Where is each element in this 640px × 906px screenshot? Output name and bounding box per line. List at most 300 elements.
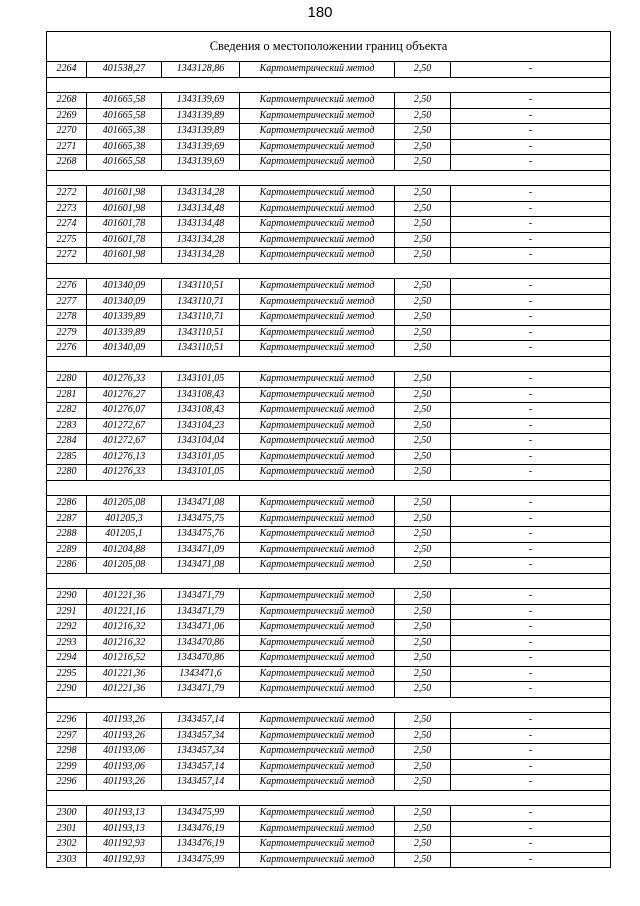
point-number-cell: 2290 [47, 682, 87, 698]
description-cell: - [451, 759, 611, 775]
description-cell: - [451, 325, 611, 341]
point-number-cell: 2302 [47, 837, 87, 853]
point-number-cell: 2285 [47, 449, 87, 465]
accuracy-cell: 2,50 [395, 542, 451, 558]
y-coordinate-cell: 1343134,48 [162, 217, 240, 233]
point-number-cell: 2268 [47, 93, 87, 109]
y-coordinate-cell: 1343457,34 [162, 728, 240, 744]
description-cell: - [451, 852, 611, 868]
method-cell: Картометрический метод [240, 713, 395, 729]
accuracy-cell: 2,50 [395, 682, 451, 698]
point-number-cell: 2289 [47, 542, 87, 558]
accuracy-cell: 2,50 [395, 496, 451, 512]
x-coordinate-cell: 401276,27 [87, 387, 162, 403]
point-number-cell: 2296 [47, 775, 87, 791]
table-row [47, 604, 611, 620]
y-coordinate-cell: 1343110,71 [162, 310, 240, 326]
y-coordinate-cell: 1343134,48 [162, 201, 240, 217]
description-cell: - [451, 310, 611, 326]
table-row [47, 759, 611, 775]
table-row [47, 465, 611, 481]
x-coordinate-cell: 401665,38 [87, 139, 162, 155]
y-coordinate-cell: 1343475,99 [162, 852, 240, 868]
x-coordinate-cell: 401276,07 [87, 403, 162, 419]
y-coordinate-cell: 1343104,23 [162, 418, 240, 434]
point-number-cell: 2286 [47, 496, 87, 512]
x-coordinate-cell: 401205,1 [87, 527, 162, 543]
table-row [47, 217, 611, 233]
table-row [47, 325, 611, 341]
table-row [47, 496, 611, 512]
point-number-cell: 2276 [47, 279, 87, 295]
y-coordinate-cell: 1343110,71 [162, 294, 240, 310]
description-cell: - [451, 511, 611, 527]
x-coordinate-cell: 401221,36 [87, 682, 162, 698]
y-coordinate-cell: 1343139,69 [162, 155, 240, 171]
point-number-cell: 2282 [47, 403, 87, 419]
accuracy-cell: 2,50 [395, 155, 451, 171]
x-coordinate-cell: 401216,32 [87, 635, 162, 651]
accuracy-cell: 2,50 [395, 248, 451, 264]
method-cell: Картометрический метод [240, 108, 395, 124]
table-row [47, 651, 611, 667]
description-cell: - [451, 558, 611, 574]
y-coordinate-cell: 1343471,08 [162, 496, 240, 512]
x-coordinate-cell: 401665,38 [87, 124, 162, 140]
description-cell: - [451, 139, 611, 155]
table-row [47, 294, 611, 310]
method-cell: Картометрический метод [240, 651, 395, 667]
accuracy-cell: 2,50 [395, 821, 451, 837]
x-coordinate-cell: 401221,36 [87, 589, 162, 605]
point-number-cell: 2291 [47, 604, 87, 620]
x-coordinate-cell: 401221,36 [87, 666, 162, 682]
point-number-cell: 2268 [47, 155, 87, 171]
x-coordinate-cell: 401601,98 [87, 201, 162, 217]
x-coordinate-cell: 401601,78 [87, 217, 162, 233]
y-coordinate-cell: 1343101,05 [162, 372, 240, 388]
group-separator-cell [47, 573, 611, 589]
method-cell: Картометрический метод [240, 837, 395, 853]
group-separator-cell [47, 480, 611, 496]
x-coordinate-cell: 401272,67 [87, 434, 162, 450]
point-number-cell: 2270 [47, 124, 87, 140]
x-coordinate-cell: 401193,06 [87, 759, 162, 775]
method-cell: Картометрический метод [240, 279, 395, 295]
accuracy-cell: 2,50 [395, 558, 451, 574]
description-cell: - [451, 403, 611, 419]
method-cell: Картометрический метод [240, 232, 395, 248]
point-number-cell: 2286 [47, 558, 87, 574]
point-number-cell: 2297 [47, 728, 87, 744]
group-separator-cell [47, 170, 611, 186]
x-coordinate-cell: 401192,93 [87, 852, 162, 868]
accuracy-cell: 2,50 [395, 635, 451, 651]
x-coordinate-cell: 401216,32 [87, 620, 162, 636]
method-cell: Картометрический метод [240, 139, 395, 155]
method-cell: Картометрический метод [240, 775, 395, 791]
y-coordinate-cell: 1343104,04 [162, 434, 240, 450]
accuracy-cell: 2,50 [395, 511, 451, 527]
x-coordinate-cell: 401193,26 [87, 775, 162, 791]
point-number-cell: 2294 [47, 651, 87, 667]
accuracy-cell: 2,50 [395, 666, 451, 682]
description-cell: - [451, 620, 611, 636]
description-cell: - [451, 666, 611, 682]
accuracy-cell: 2,50 [395, 217, 451, 233]
group-separator-row [47, 480, 611, 496]
point-number-cell: 2284 [47, 434, 87, 450]
point-number-cell: 2299 [47, 759, 87, 775]
table-row [47, 387, 611, 403]
description-cell: - [451, 232, 611, 248]
description-cell: - [451, 418, 611, 434]
method-cell: Картометрический метод [240, 372, 395, 388]
table-row [47, 527, 611, 543]
y-coordinate-cell: 1343108,43 [162, 387, 240, 403]
description-cell: - [451, 821, 611, 837]
table-row [47, 341, 611, 357]
point-number-cell: 2278 [47, 310, 87, 326]
description-cell: - [451, 604, 611, 620]
y-coordinate-cell: 1343471,6 [162, 666, 240, 682]
method-cell: Картометрический метод [240, 294, 395, 310]
description-cell: - [451, 217, 611, 233]
table-header-row [47, 32, 611, 62]
x-coordinate-cell: 401193,13 [87, 821, 162, 837]
table-row [47, 108, 611, 124]
description-cell: - [451, 186, 611, 202]
method-cell: Картометрический метод [240, 682, 395, 698]
y-coordinate-cell: 1343110,51 [162, 325, 240, 341]
description-cell: - [451, 837, 611, 853]
y-coordinate-cell: 1343139,69 [162, 93, 240, 109]
group-separator-row [47, 263, 611, 279]
y-coordinate-cell: 1343471,79 [162, 589, 240, 605]
method-cell: Картометрический метод [240, 325, 395, 341]
y-coordinate-cell: 1343457,34 [162, 744, 240, 760]
x-coordinate-cell: 401272,67 [87, 418, 162, 434]
table-row [47, 155, 611, 171]
table-row [47, 279, 611, 295]
table-body [47, 32, 611, 868]
description-cell: - [451, 387, 611, 403]
accuracy-cell: 2,50 [395, 728, 451, 744]
description-cell: - [451, 434, 611, 450]
table-row [47, 775, 611, 791]
point-number-cell: 2283 [47, 418, 87, 434]
description-cell: - [451, 62, 611, 78]
accuracy-cell: 2,50 [395, 465, 451, 481]
y-coordinate-cell: 1343139,89 [162, 124, 240, 140]
accuracy-cell: 2,50 [395, 713, 451, 729]
group-separator-row [47, 170, 611, 186]
accuracy-cell: 2,50 [395, 186, 451, 202]
table-row [47, 310, 611, 326]
x-coordinate-cell: 401216,52 [87, 651, 162, 667]
description-cell: - [451, 294, 611, 310]
x-coordinate-cell: 401340,09 [87, 279, 162, 295]
table-row [47, 418, 611, 434]
point-number-cell: 2295 [47, 666, 87, 682]
y-coordinate-cell: 1343134,28 [162, 248, 240, 264]
method-cell: Картометрический метод [240, 155, 395, 171]
accuracy-cell: 2,50 [395, 387, 451, 403]
point-number-cell: 2272 [47, 186, 87, 202]
x-coordinate-cell: 401339,89 [87, 310, 162, 326]
point-number-cell: 2274 [47, 217, 87, 233]
description-cell: - [451, 449, 611, 465]
method-cell: Картометрический метод [240, 620, 395, 636]
table-row [47, 186, 611, 202]
group-separator-cell [47, 263, 611, 279]
y-coordinate-cell: 1343471,08 [162, 558, 240, 574]
method-cell: Картометрический метод [240, 821, 395, 837]
method-cell: Картометрический метод [240, 62, 395, 78]
y-coordinate-cell: 1343471,79 [162, 682, 240, 698]
method-cell: Картометрический метод [240, 852, 395, 868]
y-coordinate-cell: 1343134,28 [162, 186, 240, 202]
x-coordinate-cell: 401276,33 [87, 465, 162, 481]
method-cell: Картометрический метод [240, 248, 395, 264]
point-number-cell: 2275 [47, 232, 87, 248]
description-cell: - [451, 341, 611, 357]
y-coordinate-cell: 1343101,05 [162, 465, 240, 481]
table-row [47, 248, 611, 264]
description-cell: - [451, 542, 611, 558]
x-coordinate-cell: 401205,08 [87, 558, 162, 574]
accuracy-cell: 2,50 [395, 837, 451, 853]
method-cell: Картометрический метод [240, 217, 395, 233]
method-cell: Картометрический метод [240, 434, 395, 450]
y-coordinate-cell: 1343134,28 [162, 232, 240, 248]
description-cell: - [451, 744, 611, 760]
y-coordinate-cell: 1343139,89 [162, 108, 240, 124]
description-cell: - [451, 155, 611, 171]
table-row [47, 93, 611, 109]
method-cell: Картометрический метод [240, 387, 395, 403]
point-number-cell: 2271 [47, 139, 87, 155]
group-separator-row [47, 790, 611, 806]
accuracy-cell: 2,50 [395, 403, 451, 419]
accuracy-cell: 2,50 [395, 294, 451, 310]
table-row [47, 139, 611, 155]
accuracy-cell: 2,50 [395, 620, 451, 636]
table-row [47, 403, 611, 419]
table-row [47, 713, 611, 729]
description-cell: - [451, 775, 611, 791]
accuracy-cell: 2,50 [395, 124, 451, 140]
description-cell: - [451, 713, 611, 729]
x-coordinate-cell: 401192,93 [87, 837, 162, 853]
accuracy-cell: 2,50 [395, 310, 451, 326]
x-coordinate-cell: 401340,09 [87, 341, 162, 357]
x-coordinate-cell: 401193,06 [87, 744, 162, 760]
description-cell: - [451, 496, 611, 512]
table-row [47, 682, 611, 698]
x-coordinate-cell: 401665,58 [87, 93, 162, 109]
description-cell: - [451, 248, 611, 264]
accuracy-cell: 2,50 [395, 589, 451, 605]
table-row [47, 620, 611, 636]
method-cell: Картометрический метод [240, 403, 395, 419]
accuracy-cell: 2,50 [395, 341, 451, 357]
y-coordinate-cell: 1343470,86 [162, 635, 240, 651]
method-cell: Картометрический метод [240, 666, 395, 682]
point-number-cell: 2303 [47, 852, 87, 868]
x-coordinate-cell: 401601,98 [87, 186, 162, 202]
x-coordinate-cell: 401204,88 [87, 542, 162, 558]
point-number-cell: 2273 [47, 201, 87, 217]
table-row [47, 589, 611, 605]
table-row [47, 806, 611, 822]
point-number-cell: 2280 [47, 372, 87, 388]
table-row [47, 728, 611, 744]
table-row [47, 511, 611, 527]
point-number-cell: 2292 [47, 620, 87, 636]
point-number-cell: 2287 [47, 511, 87, 527]
description-cell: - [451, 201, 611, 217]
description-cell: - [451, 108, 611, 124]
table-row [47, 62, 611, 78]
accuracy-cell: 2,50 [395, 279, 451, 295]
method-cell: Картометрический метод [240, 201, 395, 217]
accuracy-cell: 2,50 [395, 759, 451, 775]
accuracy-cell: 2,50 [395, 62, 451, 78]
method-cell: Картометрический метод [240, 759, 395, 775]
accuracy-cell: 2,50 [395, 449, 451, 465]
y-coordinate-cell: 1343139,69 [162, 139, 240, 155]
accuracy-cell: 2,50 [395, 325, 451, 341]
point-number-cell: 2290 [47, 589, 87, 605]
description-cell: - [451, 806, 611, 822]
point-number-cell: 2281 [47, 387, 87, 403]
y-coordinate-cell: 1343476,19 [162, 821, 240, 837]
x-coordinate-cell: 401193,26 [87, 713, 162, 729]
method-cell: Картометрический метод [240, 558, 395, 574]
table-row [47, 232, 611, 248]
y-coordinate-cell: 1343471,79 [162, 604, 240, 620]
x-coordinate-cell: 401276,33 [87, 372, 162, 388]
method-cell: Картометрический метод [240, 527, 395, 543]
x-coordinate-cell: 401601,78 [87, 232, 162, 248]
x-coordinate-cell: 401205,3 [87, 511, 162, 527]
x-coordinate-cell: 401665,58 [87, 108, 162, 124]
y-coordinate-cell: 1343475,76 [162, 527, 240, 543]
table-row [47, 201, 611, 217]
method-cell: Картометрический метод [240, 186, 395, 202]
y-coordinate-cell: 1343471,06 [162, 620, 240, 636]
accuracy-cell: 2,50 [395, 108, 451, 124]
description-cell: - [451, 124, 611, 140]
accuracy-cell: 2,50 [395, 434, 451, 450]
accuracy-cell: 2,50 [395, 806, 451, 822]
table-row [47, 124, 611, 140]
group-separator-cell [47, 790, 611, 806]
table-row [47, 744, 611, 760]
method-cell: Картометрический метод [240, 465, 395, 481]
table-row [47, 434, 611, 450]
y-coordinate-cell: 1343471,09 [162, 542, 240, 558]
accuracy-cell: 2,50 [395, 93, 451, 109]
x-coordinate-cell: 401340,09 [87, 294, 162, 310]
accuracy-cell: 2,50 [395, 775, 451, 791]
point-number-cell: 2293 [47, 635, 87, 651]
y-coordinate-cell: 1343101,05 [162, 449, 240, 465]
group-separator-row [47, 573, 611, 589]
description-cell: - [451, 651, 611, 667]
accuracy-cell: 2,50 [395, 418, 451, 434]
description-cell: - [451, 279, 611, 295]
accuracy-cell: 2,50 [395, 527, 451, 543]
y-coordinate-cell: 1343457,14 [162, 775, 240, 791]
point-number-cell: 2279 [47, 325, 87, 341]
method-cell: Картометрический метод [240, 93, 395, 109]
method-cell: Картометрический метод [240, 496, 395, 512]
accuracy-cell: 2,50 [395, 201, 451, 217]
accuracy-cell: 2,50 [395, 139, 451, 155]
description-cell: - [451, 589, 611, 605]
method-cell: Картометрический метод [240, 310, 395, 326]
group-separator-row [47, 356, 611, 372]
y-coordinate-cell: 1343108,43 [162, 403, 240, 419]
point-number-cell: 2276 [47, 341, 87, 357]
method-cell: Картометрический метод [240, 124, 395, 140]
y-coordinate-cell: 1343475,75 [162, 511, 240, 527]
y-coordinate-cell: 1343110,51 [162, 279, 240, 295]
description-cell: - [451, 465, 611, 481]
method-cell: Картометрический метод [240, 589, 395, 605]
table-row [47, 666, 611, 682]
x-coordinate-cell: 401221,16 [87, 604, 162, 620]
point-number-cell: 2272 [47, 248, 87, 264]
y-coordinate-cell: 1343110,51 [162, 341, 240, 357]
group-separator-cell [47, 77, 611, 93]
y-coordinate-cell: 1343457,14 [162, 759, 240, 775]
accuracy-cell: 2,50 [395, 852, 451, 868]
table-row [47, 821, 611, 837]
method-cell: Картометрический метод [240, 744, 395, 760]
table-row [47, 542, 611, 558]
point-number-cell: 2300 [47, 806, 87, 822]
x-coordinate-cell: 401276,13 [87, 449, 162, 465]
point-number-cell: 2296 [47, 713, 87, 729]
accuracy-cell: 2,50 [395, 651, 451, 667]
group-separator-row [47, 697, 611, 713]
method-cell: Картометрический метод [240, 728, 395, 744]
page-number: 180 [307, 4, 333, 21]
x-coordinate-cell: 401193,13 [87, 806, 162, 822]
method-cell: Картометрический метод [240, 511, 395, 527]
method-cell: Картометрический метод [240, 418, 395, 434]
point-number-cell: 2264 [47, 62, 87, 78]
y-coordinate-cell: 1343475,99 [162, 806, 240, 822]
group-separator-row [47, 77, 611, 93]
method-cell: Картометрический метод [240, 542, 395, 558]
method-cell: Картометрический метод [240, 604, 395, 620]
table-row [47, 449, 611, 465]
description-cell: - [451, 728, 611, 744]
table-row [47, 837, 611, 853]
x-coordinate-cell: 401601,98 [87, 248, 162, 264]
accuracy-cell: 2,50 [395, 744, 451, 760]
x-coordinate-cell: 401205,08 [87, 496, 162, 512]
method-cell: Картометрический метод [240, 806, 395, 822]
table-row [47, 372, 611, 388]
group-separator-cell [47, 356, 611, 372]
description-cell: - [451, 372, 611, 388]
point-number-cell: 2269 [47, 108, 87, 124]
